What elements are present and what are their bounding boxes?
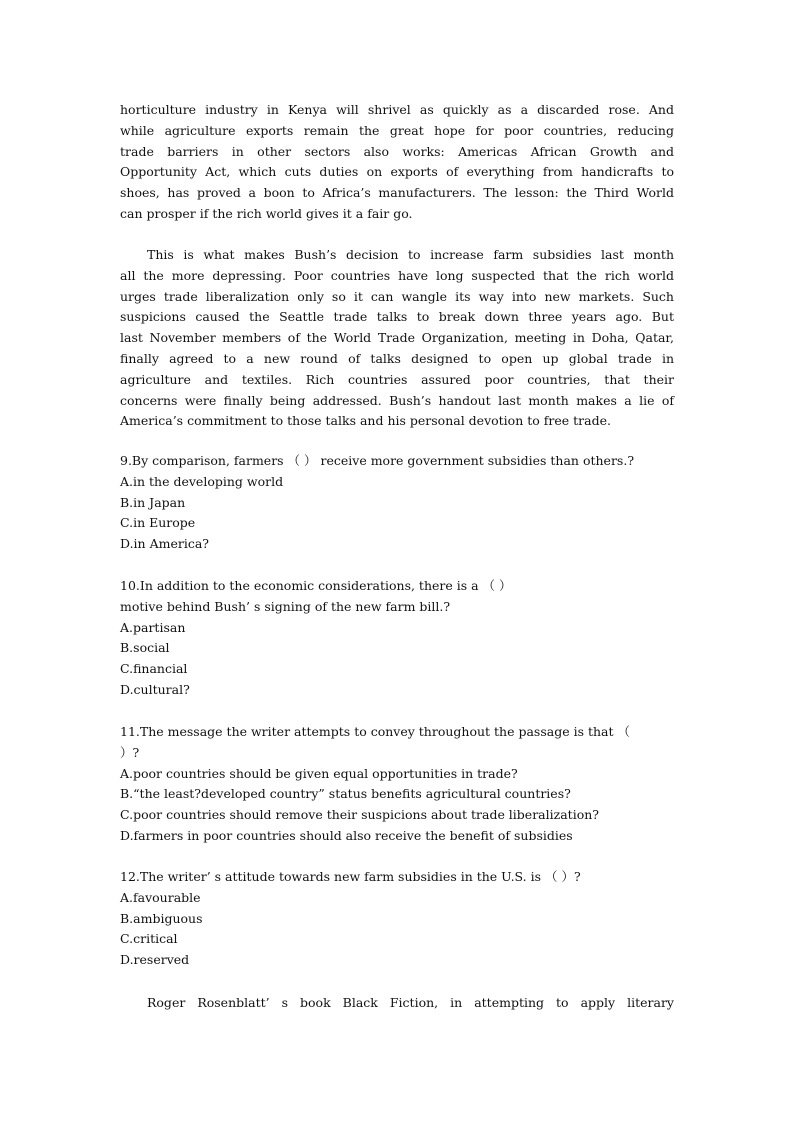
question-stem: 9.By comparison, farmers （ ） receive more government subsidies than others.? xyxy=(120,453,635,468)
answer-option: A.partisan xyxy=(120,619,186,635)
text-line: horticulture industry in Kenya will shrivel as quickly as a discarded rose. And xyxy=(120,102,674,117)
answer-option: C.poor countries should remove their suspicions about trade liberalization? xyxy=(120,807,599,823)
passage-paragraph-2 xyxy=(120,245,674,432)
text-line: can prosper if the rich world gives it a fair go. xyxy=(120,205,413,221)
text-line: urges trade liberalization only so it can wangle its way into new markets. Such xyxy=(120,288,674,304)
passage-paragraph-1 xyxy=(120,100,674,225)
text-line: This is what makes Bush’s decision to increase farm subsidies last month xyxy=(147,247,674,262)
question-10 xyxy=(120,576,680,701)
text-line: agriculture and textiles. Rich countries assured poor countries, that their xyxy=(120,371,674,387)
text-line: last November members of the World Trade Organization, meeting in Doha, Qatar, xyxy=(120,330,674,346)
question-11 xyxy=(120,722,680,847)
answer-option: D.reserved xyxy=(120,952,190,968)
text-line: America’s commitment to those talks and his personal devotion to free trade. xyxy=(120,413,611,429)
answer-option: B.in Japan xyxy=(120,494,186,510)
text-line: Roger Rosenblatt’ s book Black Fiction, in attempting to apply literary xyxy=(147,995,674,1010)
answer-option: B.social xyxy=(120,640,170,656)
answer-option: C.financial xyxy=(120,661,188,677)
answer-option: A.poor countries should be given equal opportunities in trade? xyxy=(120,765,518,781)
answer-option: C.in Europe xyxy=(120,515,196,531)
question-stem: motive behind Bush’ s signing of the new farm bill.? xyxy=(120,598,451,614)
answer-option: A.favourable xyxy=(120,889,201,905)
text-line: concerns were finally being addressed. Bush’s handout last month makes a lie of xyxy=(120,392,674,408)
answer-option: C.critical xyxy=(120,931,178,947)
text-line: trade barriers in other sectors also works: Americas African Growth and xyxy=(120,143,674,159)
question-stem: 10.In addition to the economic considerations, there is a （ ） xyxy=(120,578,512,593)
next-passage-paragraph xyxy=(120,993,674,1014)
question-12 xyxy=(120,867,680,971)
answer-option: B.ambiguous xyxy=(120,910,203,926)
text-line: finally agreed to a new round of talks designed to open up global trade in xyxy=(120,350,674,366)
answer-option: A.in the developing world xyxy=(120,473,284,489)
text-line: suspicions caused the Seattle trade talks to break down three years ago. But xyxy=(120,309,674,325)
text-line: Opportunity Act, which cuts duties on exports of everything from handicrafts to xyxy=(120,164,674,180)
answer-option: D.farmers in poor countries should also receive the benefit of subsidies xyxy=(120,827,573,843)
answer-option: D.in America? xyxy=(120,536,209,552)
answer-option: D.cultural? xyxy=(120,681,190,697)
question-stem: 11.The message the writer attempts to convey throughout the passage is that （ xyxy=(120,724,630,739)
text-line: all the more depressing. Poor countries have long suspected that the rich world xyxy=(120,267,674,283)
text-line: shoes, has proved a boon to Africa’s manufacturers. The lesson: the Third World xyxy=(120,185,674,201)
answer-option: B.“the least?developed country” status benefits agricultural countries? xyxy=(120,786,571,802)
question-stem: 12.The writer’ s attitude towards new farm subsidies in the U.S. is （ ）? xyxy=(120,869,581,884)
text-line: while agriculture exports remain the great hope for poor countries, reducing xyxy=(120,122,674,138)
question-stem: ）? xyxy=(120,744,140,760)
question-9 xyxy=(120,451,680,555)
